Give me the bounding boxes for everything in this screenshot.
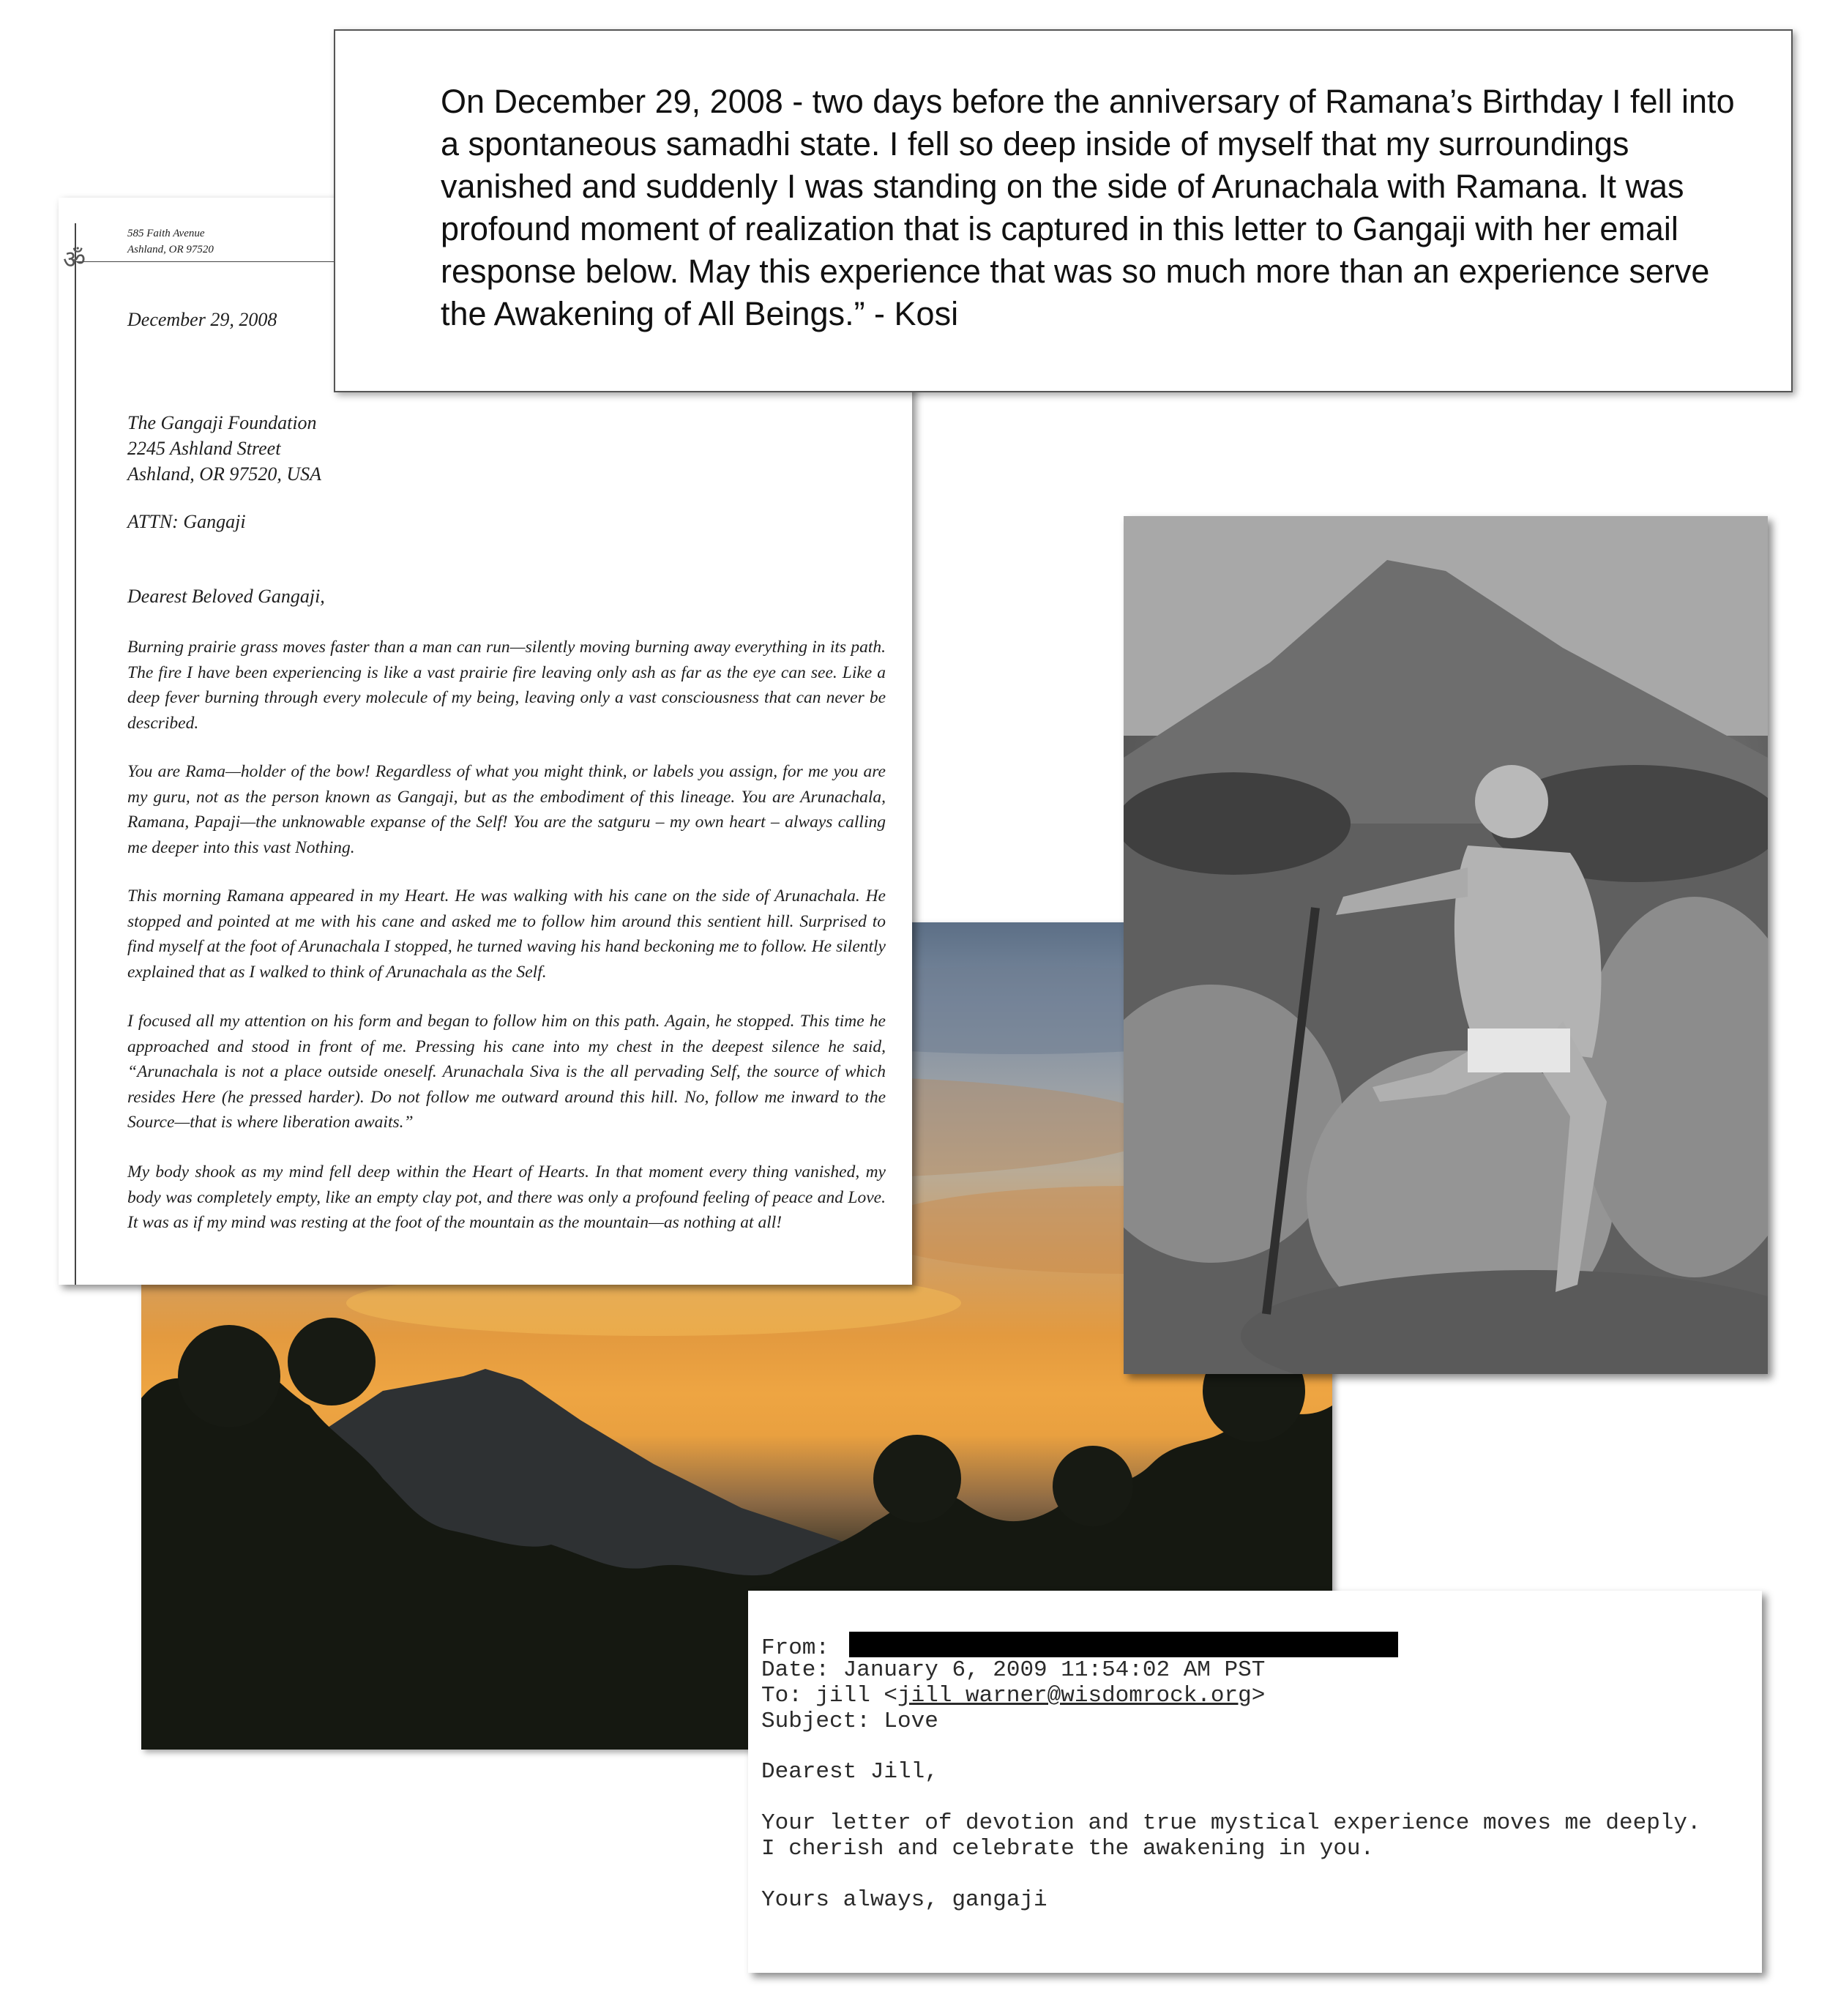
attention-line: ATTN: Gangaji	[127, 511, 246, 532]
om-symbol-icon: ॐ	[63, 247, 86, 274]
email-to-address-link[interactable]: jill_warner@wisdomrock.org	[897, 1683, 1252, 1709]
email-to-suffix: >	[1251, 1683, 1266, 1709]
intro-callout-text: On December 29, 2008 - two days before the anniversary of Ramana’s Birthday I fell into a spontaneous samadhi state. I fell so deep inside of myself that my surroundings vanished and suddenly I was standing on the side of Arunachala with Ramana. It was profound moment of realization that is captured in this letter to Gangaji with her email response below. May this experience that was so much more than an experience serve the Awakening of All Beings.” - Kosi	[441, 83, 1735, 332]
letter-paragraph-2: You are Rama—holder of the bow! Regardless of what you might think, or labels you assign, for me you are my guru, not as the person known as Gangaji, but as the embodiment of this lineage. You are Arunachala, Ramana, Papaji—the unknowable expanse of the Self! You are the satguru – my own heart – always calling me deeper into this vast Nothing.	[127, 762, 886, 857]
intro-callout-box	[334, 29, 1793, 392]
sender-address-line1: 585 Faith Avenue	[127, 228, 205, 239]
recipient-line2: 2245 Ashland Street	[127, 438, 281, 459]
letter-paragraph-3: This morning Ramana appeared in my Heart. He was walking with his cane on the side of Arunachala. He stopped and pointed at me with his cane and asked me to follow him around this sentient hill. Surprised to find myself at the foot of Arunachala I stopped, he turned waving his hand beckoning me to follow. He silently explained that as I walked to think of Arunachala as the Self.	[127, 886, 886, 982]
letter-paragraph-4: I focused all my attention on his form and began to follow him on this path. Again, he stopped. This time he approached and stood in front of me. Pressing his cane into my chest in the deepest silence he said, “Arunachala is not a place outside oneself. Arunachala Siva is the all pervading Self, the source of which resides Here (he pressed harder). Do not follow me outward around this hill. No, follow me inward to the Source—that is where liberation awaits.”	[127, 1012, 886, 1132]
sender-address	[127, 225, 214, 258]
email-from-line	[761, 1632, 1398, 1661]
email-date-line: Date: January 6, 2009 11:54:02 AM PST	[761, 1657, 1266, 1683]
email-greeting: Dearest Jill,	[761, 1759, 938, 1785]
letter-paragraph-5: My body shook as my mind fell deep within the Heart of Hearts. In that moment every thing vanished, my body was completely empty, like an empty clay pot, and there was only a profound feeling of peace and Love. It was as if my mind was resting at the foot of the mountain as the mountain—as nothing at all!	[127, 1162, 886, 1232]
letter-paragraph-1: Burning prairie grass moves faster than a man can run—silently moving burning away everything in its path. The fire I have been experiencing is like a vast prairie fire leaving only ash as far as the eye can see. Like a deep fever burning through every molecule of my being, leaving only a vast consciousness that can never be described.	[127, 638, 886, 733]
ramana-scene	[1124, 516, 1768, 1374]
email-body-line1: Your letter of devotion and true mystical experience moves me deeply.	[761, 1810, 1701, 1836]
email-from-label: From:	[761, 1635, 843, 1661]
email-body-line2: I cherish and celebrate the awakening in you.	[761, 1836, 1375, 1862]
email-subject-line: Subject: Love	[761, 1709, 938, 1734]
email-signoff: Yours always, gangaji	[761, 1887, 1047, 1913]
recipient-line1: The Gangaji Foundation	[127, 412, 317, 433]
letter-margin-line	[75, 223, 76, 1285]
email-to-prefix: To: jill <	[761, 1683, 898, 1709]
letter-salutation: Dearest Beloved Gangaji,	[127, 586, 325, 607]
email-to-line	[761, 1683, 1265, 1709]
letter-date: December 29, 2008	[127, 309, 277, 330]
redacted-sender	[849, 1632, 1398, 1657]
email-printout	[748, 1591, 1762, 1973]
sender-address-line2: Ashland, OR 97520	[127, 244, 214, 255]
recipient-line3: Ashland, OR 97520, USA	[127, 463, 322, 485]
recipient-address	[127, 410, 321, 487]
ramana-photo	[1124, 516, 1768, 1374]
